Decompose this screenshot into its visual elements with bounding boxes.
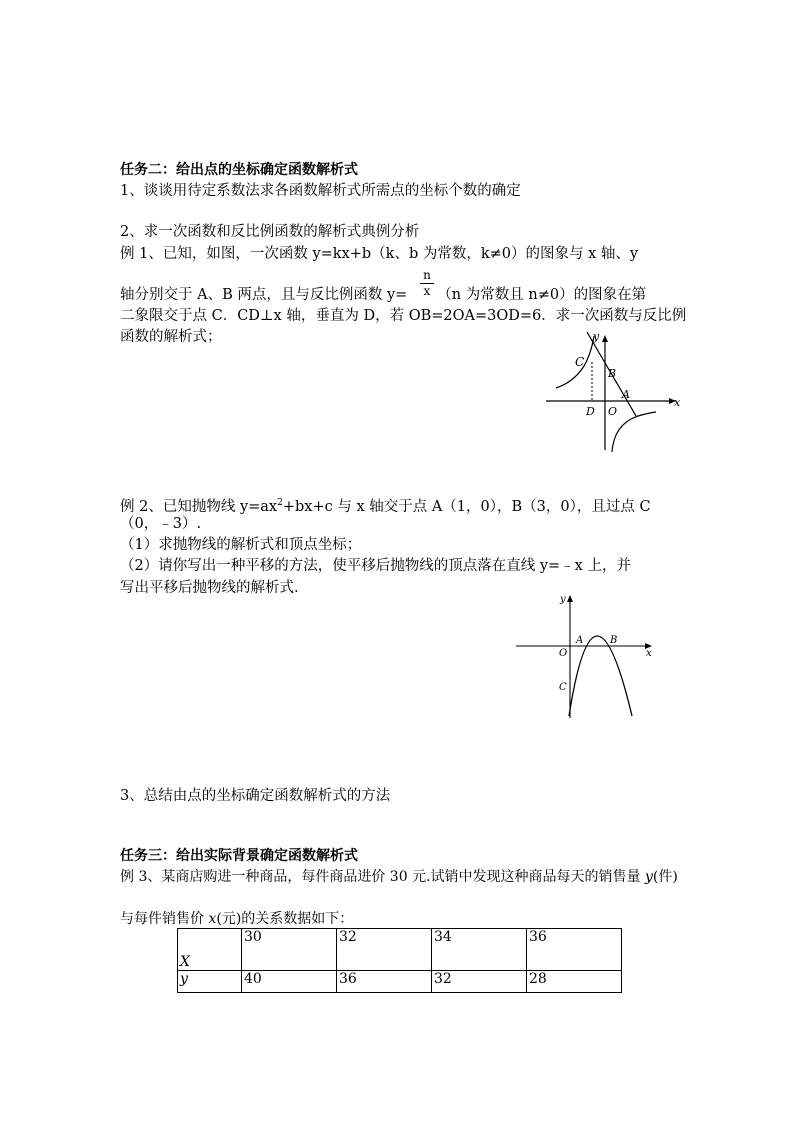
table-cell-y-1: 36 xyxy=(337,971,432,993)
task2-point1: 1、谈谈用待定系数法求各函数解析式所需点的坐标个数的确定 xyxy=(120,183,521,199)
example2-line1-start: 例 2、已知抛物线 y=ax xyxy=(120,498,278,515)
exponent-2: 2 xyxy=(277,498,283,508)
example1-figure xyxy=(544,330,684,455)
example1-line2-end: （n 为常数且 n≠0）的图象在第 xyxy=(437,287,647,303)
task2-heading: 任务二：给出点的坐标确定函数解析式 xyxy=(120,162,358,178)
fig2-label-x: x xyxy=(646,648,652,659)
table-cell-y-2: 32 xyxy=(432,971,527,993)
table-row-x xyxy=(178,929,622,971)
fig1-label-O: O xyxy=(608,405,618,418)
fig1-label-A: A xyxy=(622,388,630,401)
price-sales-table xyxy=(177,928,622,993)
example1-line2 xyxy=(120,285,646,305)
example3-line2-end: (元)的关系数据如下： xyxy=(216,911,354,927)
row-x-label: X xyxy=(180,954,190,970)
fraction-n-over-x xyxy=(420,268,434,298)
task2-point2: 2、求一次函数和反比例函数的解析式典例分析 xyxy=(120,224,420,240)
fig1-label-B: B xyxy=(608,367,617,380)
fraction-numerator: n xyxy=(420,268,434,284)
fraction-denominator: x xyxy=(423,284,431,298)
fig1-label-D: D xyxy=(586,405,595,418)
task2-point3: 3、总结由点的坐标确定函数解析式的方法 xyxy=(120,788,391,804)
example1-line1: 例 1、已知，如图，一次函数 y=kx+b（k、b 为常数，k≠0）的图象与 x 轴、y xyxy=(120,246,639,262)
fig2-label-C: C xyxy=(559,682,567,693)
example2-line1-end: +bx+c 与 x 轴交于点 A（1，0），B（3，0），且过点 C xyxy=(282,498,651,515)
fig1-label-y: y xyxy=(593,330,600,343)
example1-line4: 函数的解析式； xyxy=(120,329,222,345)
table-row-header-y: y xyxy=(178,971,242,993)
table-cell-y-3: 28 xyxy=(527,971,622,993)
example2-question2-cont: 写出平移后抛物线的解析式. xyxy=(120,580,299,596)
example1-line2-start: 轴分别交于 A、B 两点，且与反比例函数 y= xyxy=(120,287,408,303)
table-row-y xyxy=(178,971,622,993)
var-x: x xyxy=(208,911,217,927)
example2-line2: （0，﹣3）. xyxy=(120,516,202,532)
table-cell-y-0: 40 xyxy=(242,971,337,993)
example3-line1 xyxy=(120,867,678,887)
fig2-label-O: O xyxy=(559,648,568,659)
table-cell-x-1: 32 xyxy=(337,929,432,971)
fig2-label-A: A xyxy=(576,635,584,646)
task3-heading: 任务三：给出实际背景确定函数解析式 xyxy=(120,848,358,864)
table-cell-x-0: 30 xyxy=(242,929,337,971)
table-cell-x-2: 34 xyxy=(432,929,527,971)
example3-line2 xyxy=(120,909,353,929)
table-row-header-x xyxy=(178,929,242,971)
example3-line1-start: 例 3、某商店购进一种商品，每件商品进价 30 元.试销中发现这种商品每天的销售量 xyxy=(120,869,645,885)
fig1-label-x: x xyxy=(674,396,681,409)
fig2-label-B: B xyxy=(610,635,618,646)
example1-line3: 二象限交于点 C．CD⊥x 轴，垂直为 D，若 OB=2OA=3OD=6．求一次函数与反比例 xyxy=(120,308,687,324)
example2-figure xyxy=(514,590,664,722)
fig2-label-y: y xyxy=(560,594,566,605)
table-cell-x-3: 36 xyxy=(527,929,622,971)
var-y: y xyxy=(644,869,653,885)
fig1-label-C: C xyxy=(575,355,585,369)
example2-question2: （2）请你写出一种平移的方法，使平移后抛物线的顶点落在直线 y=﹣x 上，并 xyxy=(120,558,631,574)
example2-question1: （1）求抛物线的解析式和顶点坐标； xyxy=(120,537,362,553)
example3-line2-start: 与每件销售价 xyxy=(120,911,209,927)
example3-line1-end: (件) xyxy=(652,869,678,885)
